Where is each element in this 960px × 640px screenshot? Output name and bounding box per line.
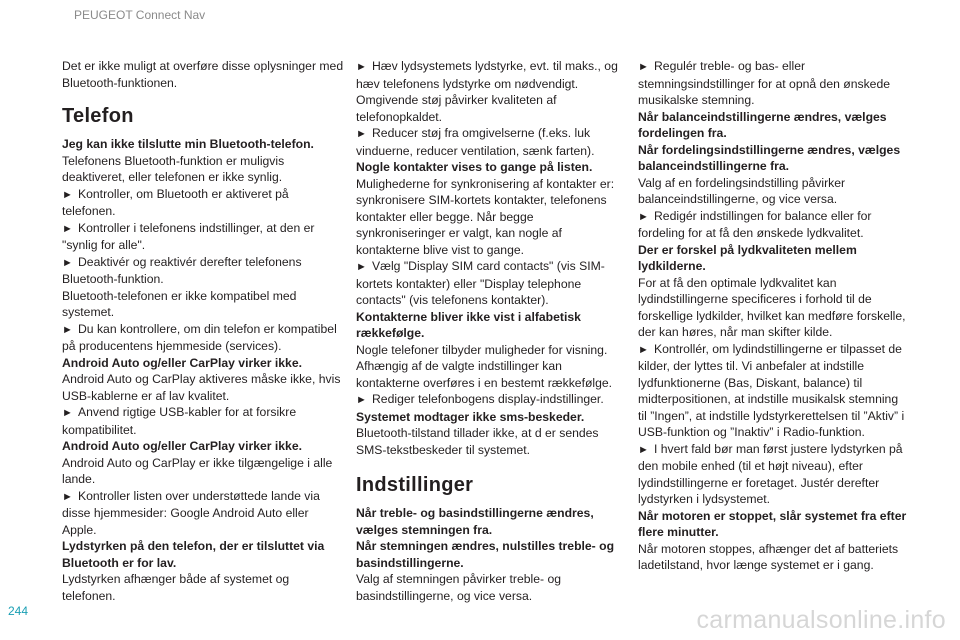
answer-text: For at få den optimale lydkvalitet kan lydindstillingerne specificeres i forhold til de forskellige lydkilder, hvilket kan medføre forskelle, der kan høres, når man skifter kilde. bbox=[638, 275, 906, 339]
action-item: ► Regulér treble- og bas- eller stemningsindstillinger for at opnå den ønskede musikalske stemning. bbox=[638, 59, 891, 107]
action-item: ► Du kan kontrollere, om din telefon er kompatibel på producentens hjemmeside (services). bbox=[62, 321, 337, 353]
arrow-right-icon: ► bbox=[638, 61, 649, 73]
question: Når motoren er stoppet, slår systemet fra efter flere minutter. bbox=[638, 508, 907, 539]
action-item: ► Deaktivér og reaktivér derefter telefonens Bluetooth-funktion. bbox=[62, 254, 302, 286]
arrow-right-icon: ► bbox=[638, 443, 649, 456]
question: Android Auto og/eller CarPlay virker ikke. bbox=[62, 439, 302, 453]
answer-text: Android Auto og CarPlay er ikke tilgængelige i alle lande. bbox=[62, 455, 333, 486]
question: Systemet modtager ikke sms-beskeder. bbox=[356, 409, 585, 424]
answer-text: Lydstyrken afhænger både af systemet og telefonen. bbox=[62, 572, 290, 603]
action-item: ► Kontroller listen over understøttede lande via disse hjemmesider: Google Android Auto eller Apple. bbox=[62, 488, 320, 537]
answer-text: Telefonens Bluetooth-funktion er muligvis deaktiveret, eller telefonen er ikke synlig. bbox=[62, 153, 285, 184]
question: Kontakterne bliver ikke vist i alfabetisk rækkefølge. bbox=[356, 309, 581, 340]
action-item: ► Redigér indstillingen for balance eller for fordeling for at få den ønskede lydkvalitet. bbox=[638, 208, 872, 240]
action-item: ► Kontroller i telefonens indstillinger, at den er "synlig for alle". bbox=[62, 220, 315, 252]
arrow-right-icon: ► bbox=[62, 323, 73, 336]
arrow-right-icon: ► bbox=[62, 256, 73, 269]
page-number: 244 bbox=[8, 604, 29, 618]
answer-text: Bluetooth-tilstand tillader ikke, at d er sendes SMS-tekstbeskeder til systemet. bbox=[356, 426, 599, 457]
answer-text: Når motoren stoppes, afhænger det af batteriets ladetilstand, hvor længe systemet er i gang. bbox=[638, 541, 899, 572]
answer-text: Android Auto og CarPlay aktiveres måske ikke, hvis USB-kablerne er af lav kvalitet. bbox=[62, 372, 341, 403]
column-3 bbox=[638, 58, 908, 574]
arrow-right-icon: ► bbox=[356, 261, 367, 273]
answer-text: Valg af en fordelingsindstilling påvirker balanceindstillingerne, og vice versa. bbox=[638, 175, 846, 206]
action-item: ► Hæv lydsystemets lydstyrke, evt. til maks., og hæv telefonens lydstyrke om nødvendigt. bbox=[356, 59, 618, 91]
answer-text: Mulighederne for synkronisering af kontakter er: synkronisere SIM-kortets kontakter, telefonens kontakter eller begge. Når begge synkroniseringer er valgt, kan nogle af kontakterne blive vist to gange. bbox=[356, 176, 615, 257]
question: Når treble- og basindstillingerne ændres, vælges stemningen fra. bbox=[356, 506, 594, 537]
question: Jeg kan ikke tilslutte min Bluetooth-telefon. bbox=[62, 137, 314, 151]
column-2 bbox=[356, 58, 620, 604]
arrow-right-icon: ► bbox=[356, 394, 367, 406]
intro-text: Det er ikke muligt at overføre disse oplysninger med Bluetooth-funktionen. bbox=[62, 59, 344, 90]
watermark[interactable]: carmanualsonline.info bbox=[696, 606, 946, 634]
action-item: ► I hvert fald bør man først justere lydstyrken på den mobile enhed (til et højt niveau), efter lydindstillingerne er foretaget. Justér derefter lydstyrken i lydsystemet. bbox=[638, 441, 903, 506]
question: Når fordelingsindstillingerne ændres, vælges balanceindstillingerne fra. bbox=[638, 142, 901, 173]
question: Nogle kontakter vises to gange på listen. bbox=[356, 160, 593, 174]
action-item: ► Vælg "Display SIM card contacts" (vis SIM-kortets kontakter) eller "Display telephone contacts" (vis telefonens kontakter). bbox=[356, 259, 605, 307]
section-heading-indstillinger: Indstillinger bbox=[356, 474, 474, 496]
answer-text: Bluetooth-telefonen er ikke kompatibel med systemet. bbox=[62, 288, 297, 319]
arrow-right-icon: ► bbox=[62, 490, 73, 503]
question: Lydstyrken på den telefon, der er tilsluttet via Bluetooth er for lav. bbox=[62, 539, 325, 570]
arrow-right-icon: ► bbox=[638, 343, 649, 356]
running-header: PEUGEOT Connect Nav bbox=[74, 8, 206, 22]
arrow-right-icon: ► bbox=[638, 210, 649, 223]
question: Android Auto og/eller CarPlay virker ikke. bbox=[62, 355, 302, 370]
column-1 bbox=[62, 58, 344, 604]
arrow-right-icon: ► bbox=[356, 128, 367, 140]
question: Der er forskel på lydkvaliteten mellem lydkilderne. bbox=[638, 242, 857, 273]
arrow-right-icon: ► bbox=[62, 188, 73, 201]
action-item: ► Kontrollér, om lydindstillingerne er tilpasset de kilder, der lyttes til. Vi anbefaler at indstille lydfunktionerne (Bas, Diskant, balance) til midterpositionen, at indstille musikalsk stemning til ”Ingen”, at indstille lydstyrkerettelsen til ”Aktiv” i USB-funktion og ”Inaktiv” i Radio-funktion. bbox=[638, 341, 905, 439]
question: Når balanceindstillingerne ændres, vælges fordelingen fra. bbox=[638, 109, 887, 140]
arrow-right-icon: ► bbox=[62, 407, 73, 419]
action-item: ► Reducer støj fra omgivelserne (f.eks. luk vinduerne, reducer ventilation, sænk farten). bbox=[356, 126, 595, 158]
answer-text: Valg af stemningen påvirker treble- og basindstillingerne, og vice versa. bbox=[356, 572, 562, 603]
arrow-right-icon: ► bbox=[356, 61, 367, 73]
question: Når stemningen ændres, nulstilles treble- og basindstillingerne. bbox=[356, 539, 615, 570]
arrow-right-icon: ► bbox=[62, 222, 73, 235]
section-heading-telefon: Telefon bbox=[62, 105, 134, 127]
action-item: ► Kontroller, om Bluetooth er aktiveret på telefonen. bbox=[62, 186, 289, 218]
answer-text: Omgivende støj påvirker kvaliteten af telefonopkaldet. bbox=[356, 93, 557, 124]
answer-text: Nogle telefoner tilbyder muligheder for visning. Afhængig af de valgte indstillinger kan kontakterne overføres i en bestemt rækkefølge. bbox=[356, 342, 613, 390]
action-item: ► Anvend rigtige USB-kabler for at forsikre kompatibilitet. bbox=[62, 405, 297, 437]
action-item: ► Rediger telefonbogens display-indstillinger. bbox=[356, 391, 620, 409]
